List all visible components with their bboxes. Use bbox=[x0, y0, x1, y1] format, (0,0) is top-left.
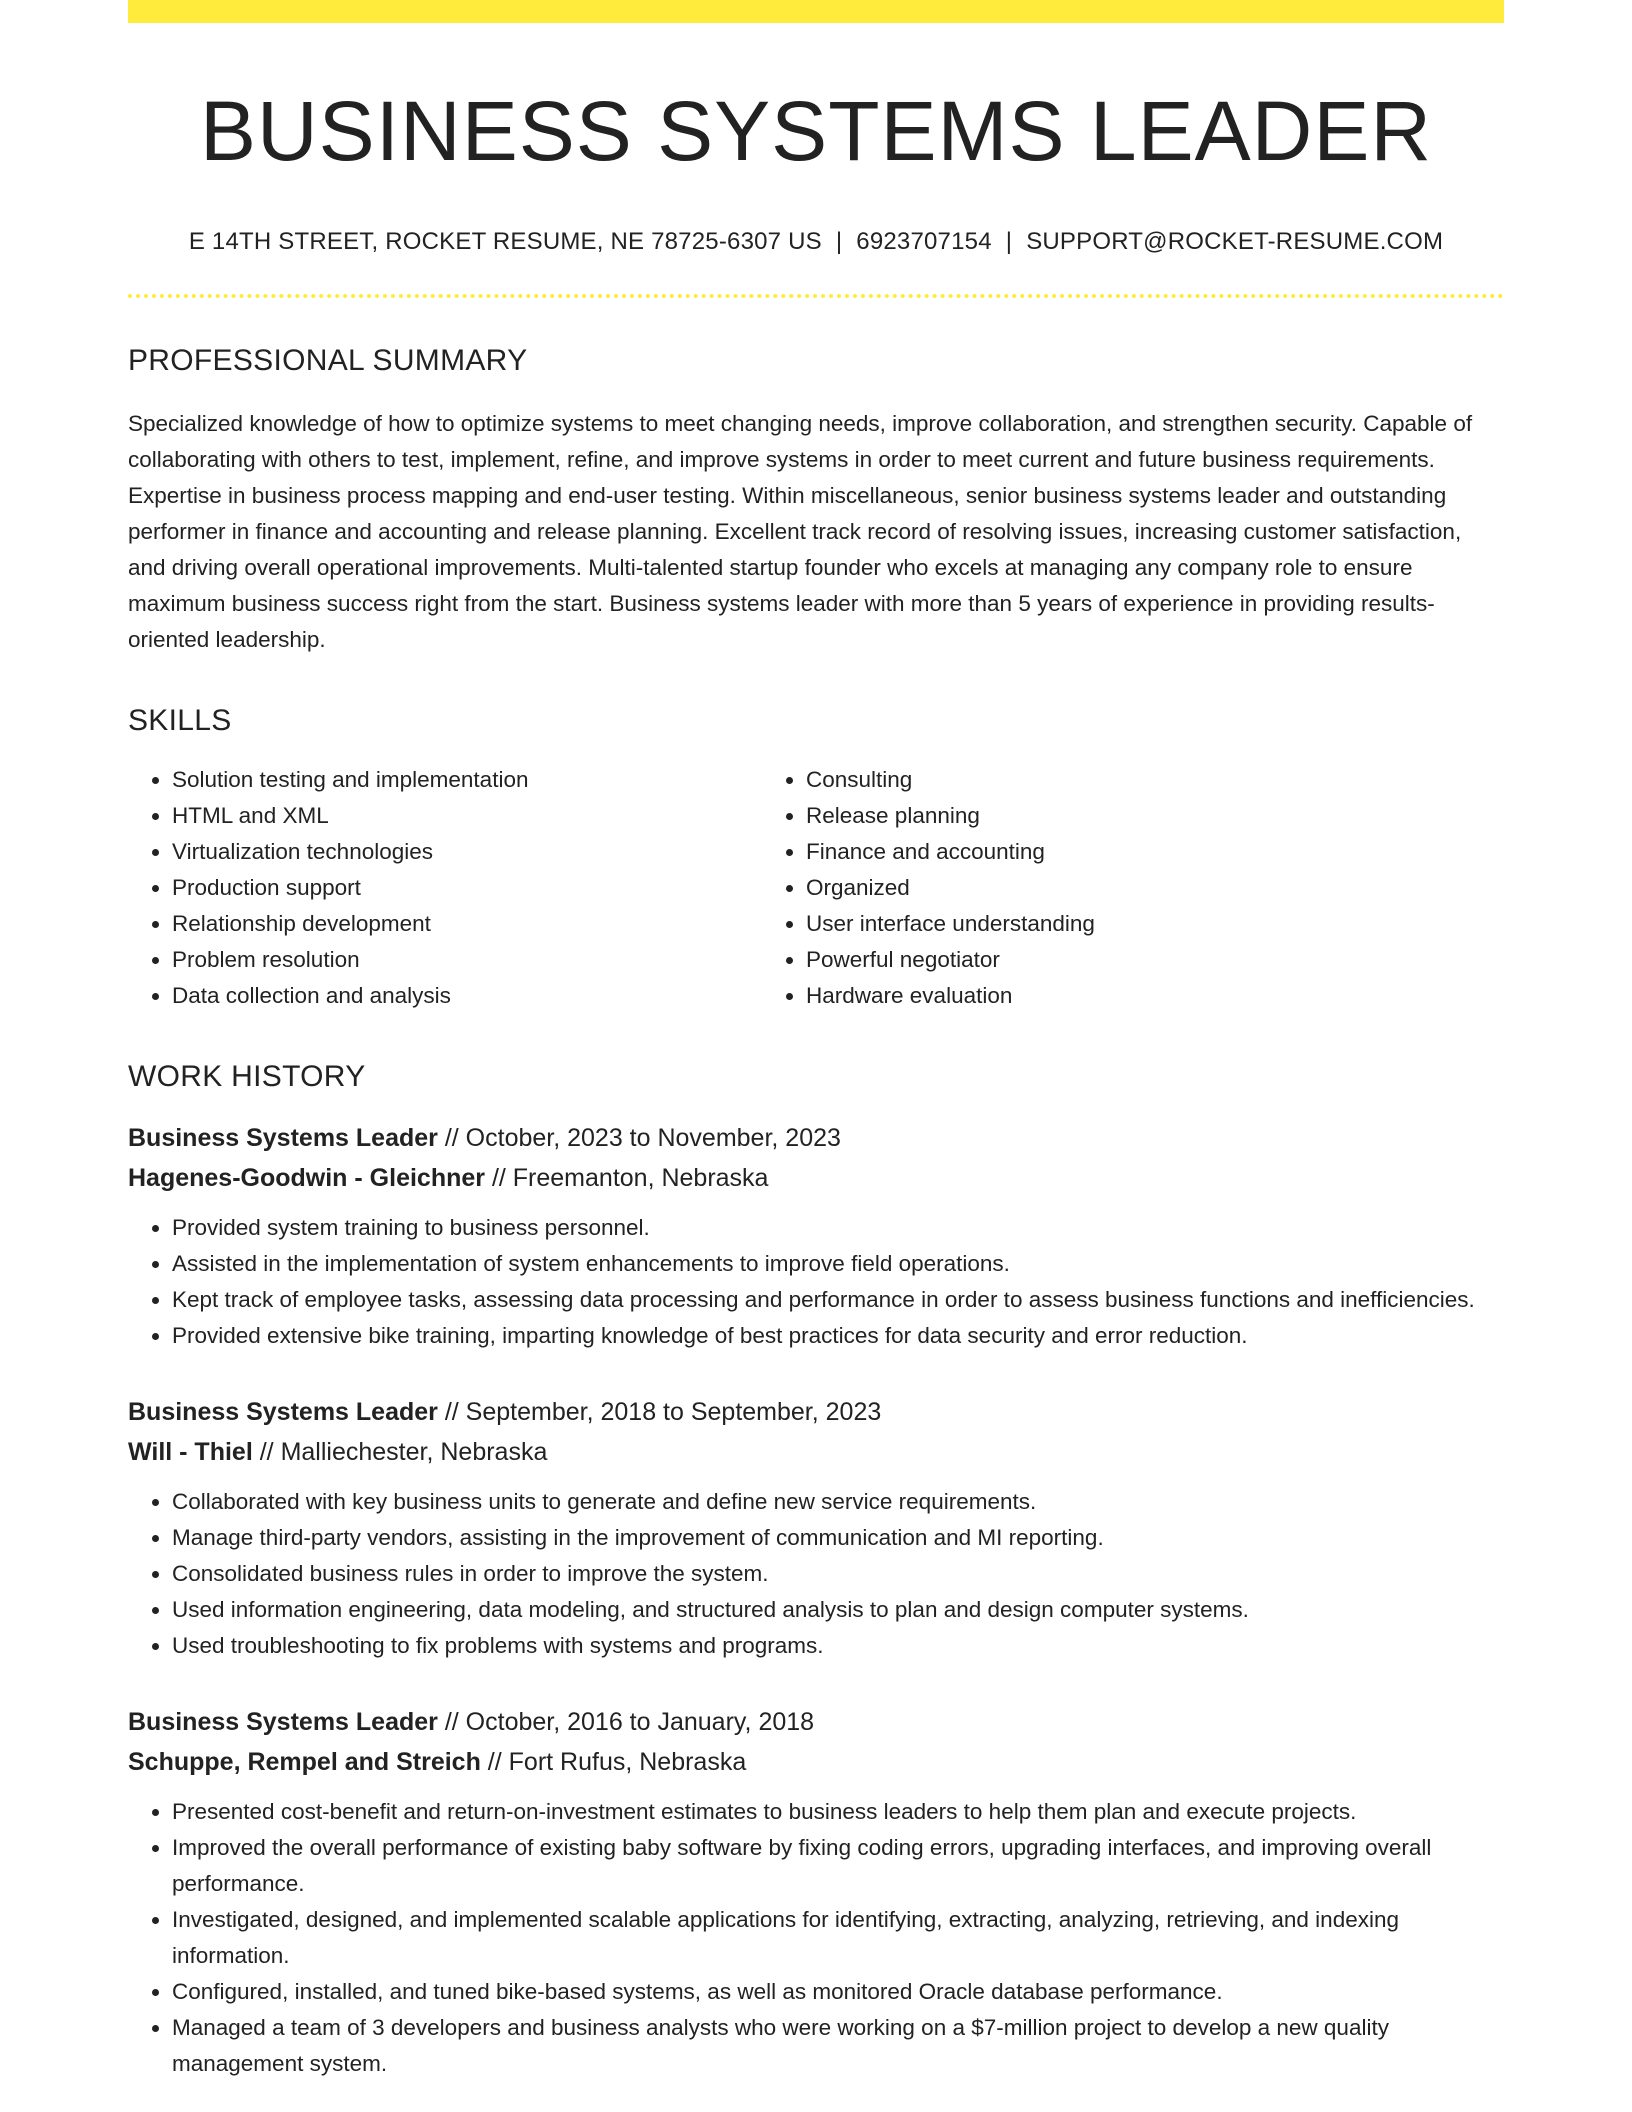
skill-item: • Relationship development bbox=[172, 906, 762, 942]
job-entry bbox=[128, 1702, 1504, 2082]
work-history-section bbox=[128, 1060, 1504, 2082]
skill-item: • Organized bbox=[806, 870, 1396, 906]
job-entry bbox=[128, 1392, 1504, 1664]
skills-list-right bbox=[762, 762, 1396, 1014]
job-bullet: • Kept track of employee tasks, assessing data processing and performance in order to assess business functions and inefficiencies. bbox=[172, 1282, 1504, 1318]
job-role: Business Systems Leader bbox=[128, 1123, 438, 1152]
section-title-skills: SKILLS bbox=[128, 703, 232, 737]
skill-item: • Data collection and analysis bbox=[172, 978, 762, 1014]
resume-name: BUSINESS SYSTEMS LEADER bbox=[199, 84, 1433, 178]
job-bullet: • Improved the overall performance of existing baby software by fixing coding errors, upgrading interfaces, and improving overall performance. bbox=[172, 1830, 1504, 1902]
job-dates: // October, 2023 to November, 2023 bbox=[437, 1123, 841, 1152]
skill-item: • Virtualization technologies bbox=[172, 834, 762, 870]
skill-item: • Release planning bbox=[806, 798, 1396, 834]
skills-list-left bbox=[128, 762, 762, 1014]
job-role: Business Systems Leader bbox=[128, 1707, 438, 1736]
job-entry bbox=[128, 1118, 1504, 1354]
skill-item: • HTML and XML bbox=[172, 798, 762, 834]
contact-separator: | bbox=[835, 227, 843, 255]
job-bullet: • Collaborated with key business units to generate and define new service requirements. bbox=[172, 1484, 1504, 1520]
job-company-line bbox=[128, 1742, 1504, 1782]
skills-section bbox=[128, 704, 1504, 1014]
skill-item: • User interface understanding bbox=[806, 906, 1396, 942]
job-bullets bbox=[128, 1210, 1504, 1354]
job-bullet: • Assisted in the implementation of system enhancements to improve field operations. bbox=[172, 1246, 1504, 1282]
skill-item: • Production support bbox=[172, 870, 762, 906]
job-bullet: • Provided extensive bike training, imparting knowledge of best practices for data security and error reduction. bbox=[172, 1318, 1504, 1354]
section-title-work-history: WORK HISTORY bbox=[128, 1059, 366, 1093]
job-bullet: • Used information engineering, data modeling, and structured analysis to plan and design computer systems. bbox=[172, 1592, 1504, 1628]
contact-separator: | bbox=[1005, 227, 1013, 255]
skills-columns bbox=[128, 762, 1504, 1014]
job-title-line bbox=[128, 1392, 1504, 1432]
job-bullet: • Provided system training to business personnel. bbox=[172, 1210, 1504, 1246]
job-bullet: • Consolidated business rules in order to improve the system. bbox=[172, 1556, 1504, 1592]
job-role: Business Systems Leader bbox=[128, 1397, 438, 1426]
summary-section bbox=[128, 344, 1504, 658]
job-bullet: • Presented cost-benefit and return-on-investment estimates to business leaders to help them plan and execute projects. bbox=[172, 1794, 1504, 1830]
contact-email: SUPPORT@ROCKET-RESUME.COM bbox=[1026, 227, 1444, 255]
top-accent-bar bbox=[128, 0, 1504, 23]
contact-line bbox=[128, 228, 1504, 256]
job-company-line bbox=[128, 1158, 1504, 1198]
section-title-summary: PROFESSIONAL SUMMARY bbox=[128, 343, 528, 377]
skill-item: • Problem resolution bbox=[172, 942, 762, 978]
summary-text: Specialized knowledge of how to optimize systems to meet changing needs, improve collaboration, and strengthen security. Capable of collaborating with others to test, implement, refine, and improve systems in order to meet current and future business requirements. Expertise in business process mapping and end-user testing. Within miscellaneous, senior business systems leader and outstanding performer in finance and accounting and release planning. Excellent track record of resolving issues, increasing customer satisfaction, and driving overall operational improvements. Multi-talented startup founder who excels at managing any company role to ensure maximum business success right from the start. Business systems leader with more than 5 years of experience in providing results-oriented leadership. bbox=[128, 410, 1473, 652]
job-company: Schuppe, Rempel and Streich bbox=[128, 1747, 481, 1776]
job-bullet: • Managed a team of 3 developers and business analysts who were working on a $7-million project to develop a new quality management system. bbox=[172, 2010, 1504, 2082]
job-dates: // September, 2018 to September, 2023 bbox=[437, 1397, 882, 1426]
job-title-line bbox=[128, 1118, 1504, 1158]
contact-phone: 6923707154 bbox=[856, 227, 992, 255]
skill-item: • Hardware evaluation bbox=[806, 978, 1396, 1014]
resume-content bbox=[128, 23, 1504, 2082]
skill-item: • Consulting bbox=[806, 762, 1396, 798]
job-location: // Fort Rufus, Nebraska bbox=[480, 1747, 747, 1776]
skill-item: • Powerful negotiator bbox=[806, 942, 1396, 978]
job-dates: // October, 2016 to January, 2018 bbox=[437, 1707, 815, 1736]
job-location: // Malliechester, Nebraska bbox=[252, 1437, 548, 1466]
job-bullets bbox=[128, 1794, 1504, 2082]
job-company: Will - Thiel bbox=[128, 1437, 253, 1466]
skill-item: • Finance and accounting bbox=[806, 834, 1396, 870]
job-title-line bbox=[128, 1702, 1504, 1742]
dotted-divider bbox=[128, 294, 1504, 298]
contact-address: E 14TH STREET, ROCKET RESUME, NE 78725-6307 US bbox=[188, 227, 822, 255]
job-bullet: • Used troubleshooting to fix problems with systems and programs. bbox=[172, 1628, 1504, 1664]
job-bullets bbox=[128, 1484, 1504, 1664]
job-company-line bbox=[128, 1432, 1504, 1472]
job-bullet: • Configured, installed, and tuned bike-based systems, as well as monitored Oracle database performance. bbox=[172, 1974, 1504, 2010]
job-company: Hagenes-Goodwin - Gleichner bbox=[128, 1163, 485, 1192]
job-bullet: • Investigated, designed, and implemented scalable applications for identifying, extracting, analyzing, retrieving, and indexing information. bbox=[172, 1902, 1504, 1974]
job-bullet: • Manage third-party vendors, assisting in the improvement of communication and MI reporting. bbox=[172, 1520, 1504, 1556]
skill-item: • Solution testing and implementation bbox=[172, 762, 762, 798]
job-location: // Freemanton, Nebraska bbox=[485, 1163, 769, 1192]
